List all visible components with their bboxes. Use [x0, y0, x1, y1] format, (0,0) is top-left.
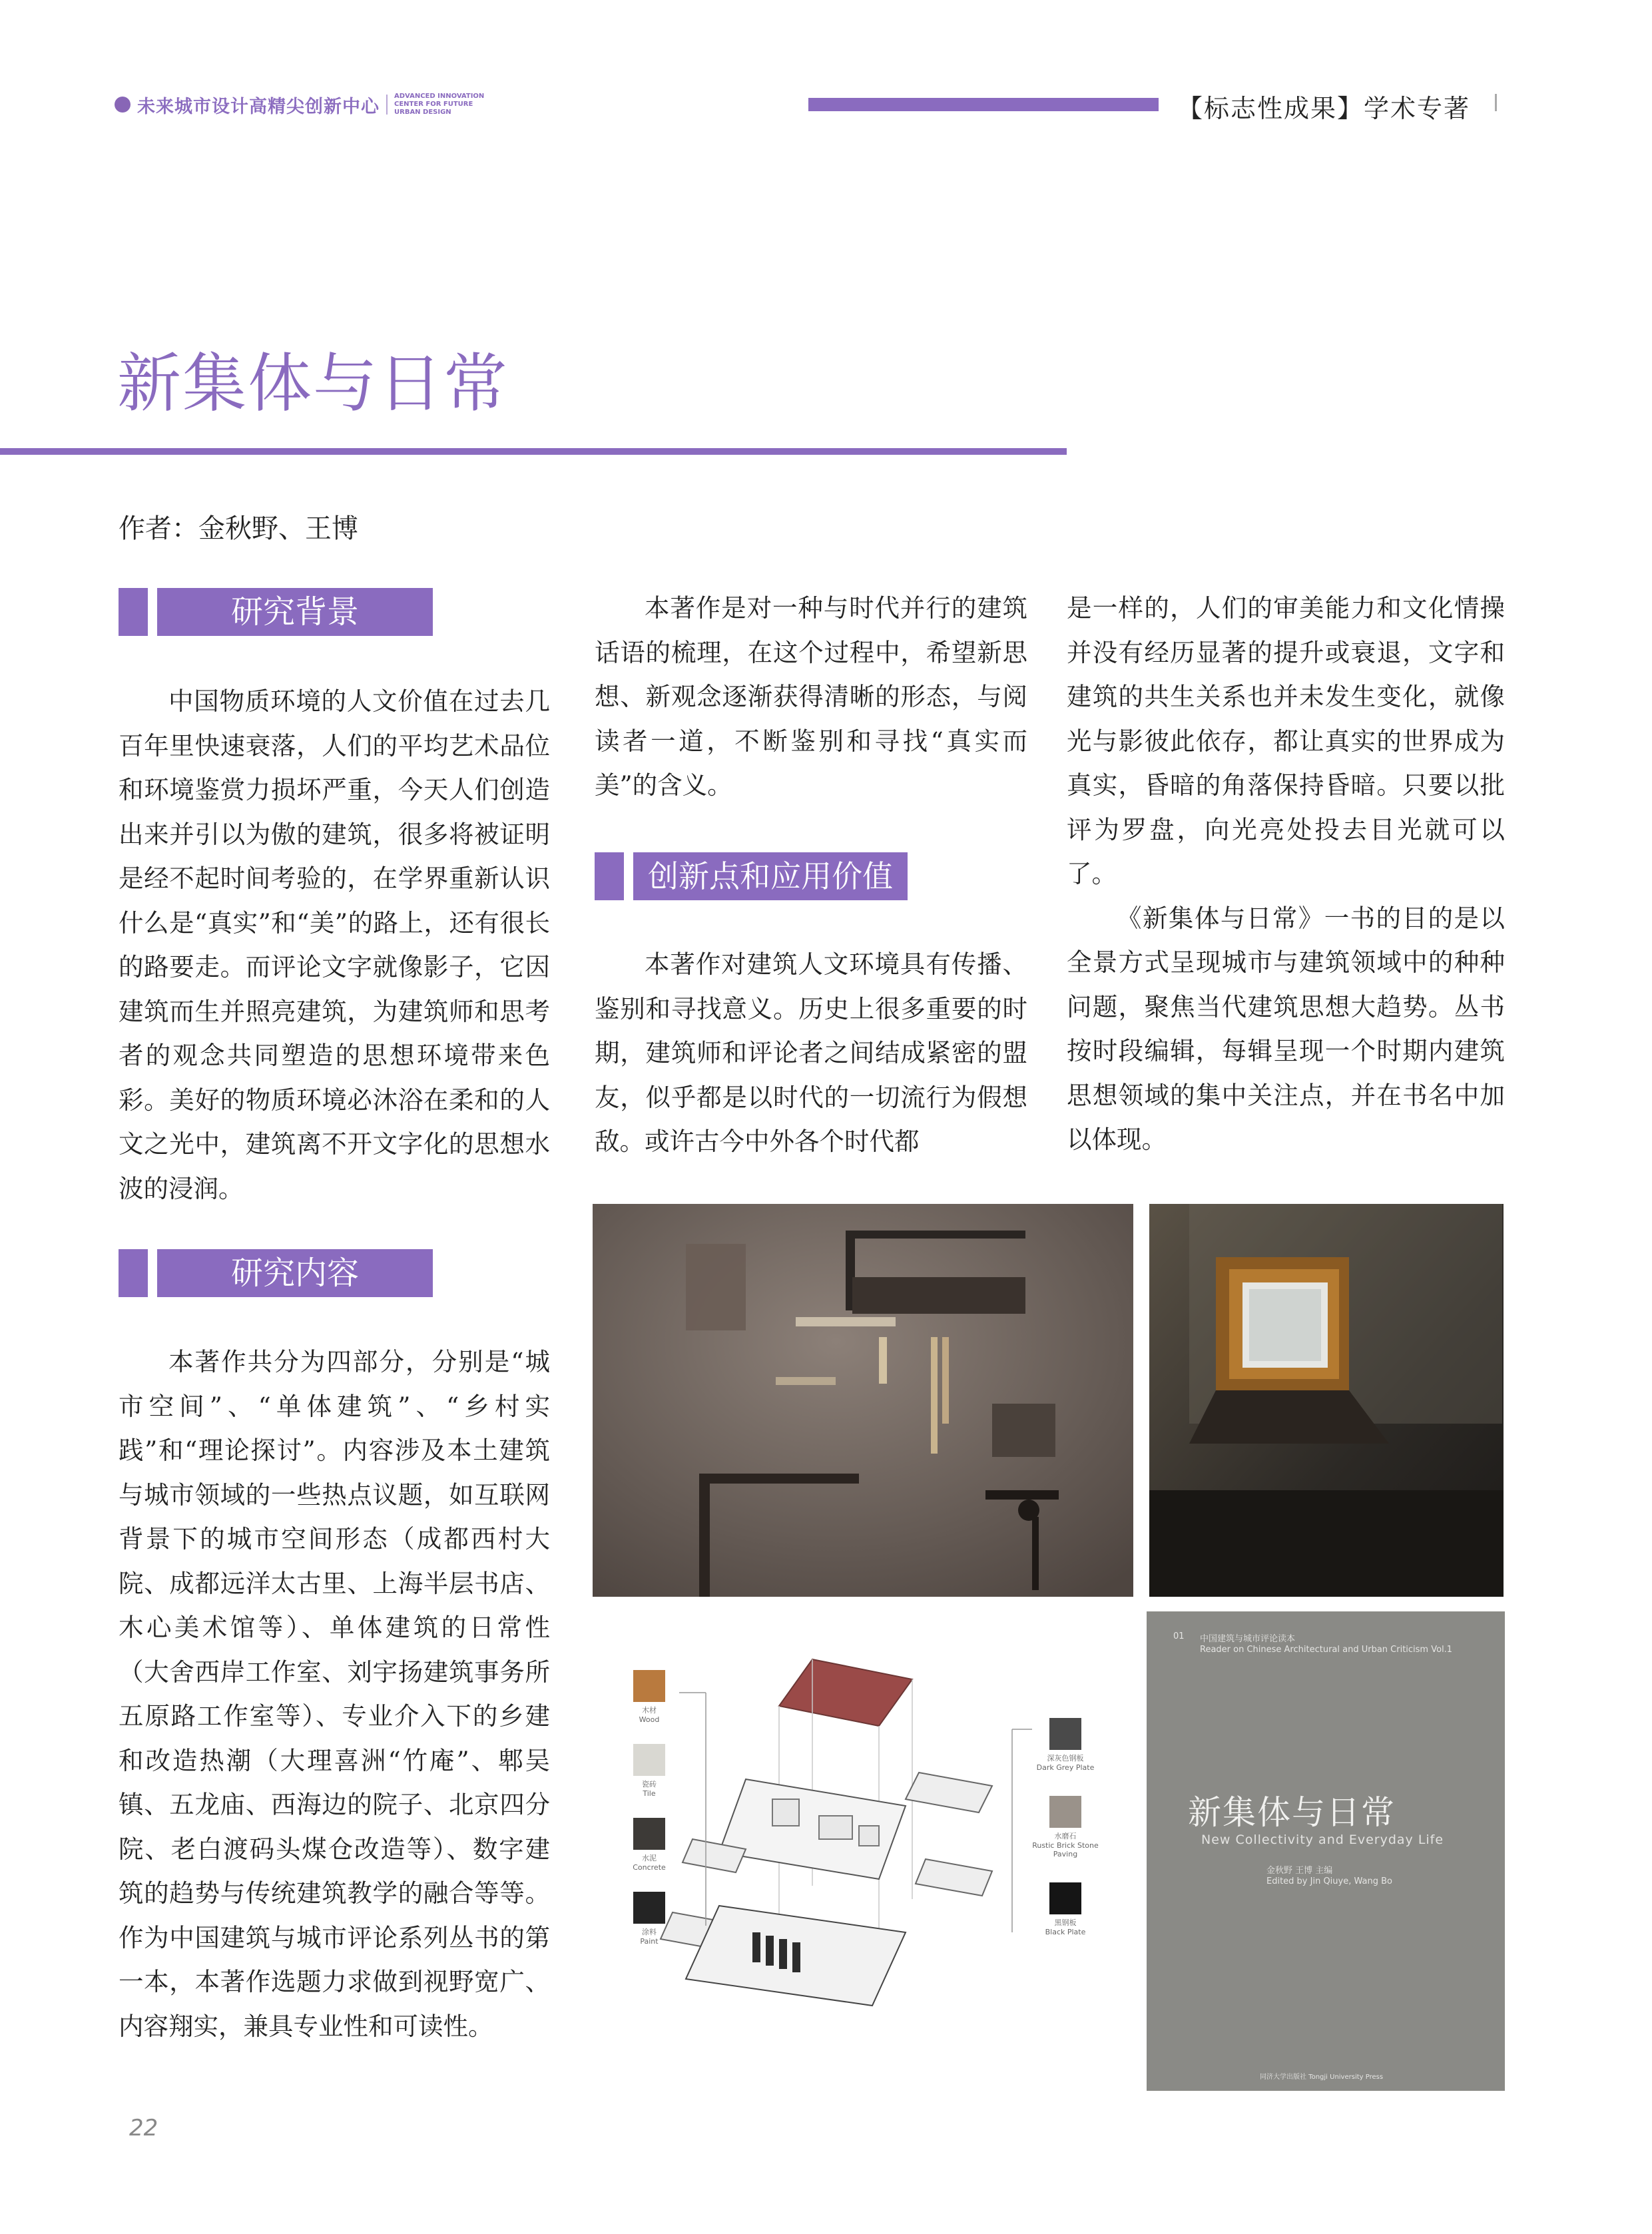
header-tick — [1495, 94, 1497, 111]
section-label: 研究背景 — [157, 588, 433, 636]
cover-subtitle: New Collectivity and Everyday Life — [1201, 1832, 1444, 1847]
material-en: Dark Grey Plate — [1036, 1763, 1095, 1772]
legend-item — [619, 1744, 679, 1798]
material-swatch — [633, 1670, 665, 1702]
legend-item — [619, 1818, 679, 1872]
cover-series-en: Reader on Chinese Architectural and Urban Criticism Vol.1 — [1200, 1645, 1453, 1655]
section-header-innovation — [595, 852, 908, 900]
purpose-paragraph: 《新集体与日常》一书的目的是以全景方式呈现城市与建筑领域中的种种问题，聚焦当代建筑思想大趋势。丛书按时段编辑，每辑呈现一个时期内建筑思想领域的集中关注点，并在书名中加以体现。 — [1067, 903, 1505, 1154]
material-cn: 深灰色钢板 — [1047, 1754, 1084, 1763]
background-paragraph: 中国物质环境的人文价值在过去几百年里快速衰落，人们的平均艺术品位和环境鉴赏力损坏严重，今天人们创造出来并引以为傲的建筑，很多将被证明是经不起时间考验的，在学界重新认识什么是“真实”和“美”的路上，还有很长的路要走。而评论文字就像影子，它因建筑而生并照亮建筑，为建筑师和思考者的观念共同塑造的思想环境带来色彩。美好的物质环境必沐浴在柔和的人文之光中，建筑离不开文字化的思想水波的浸润。 — [119, 687, 550, 1203]
material-swatch — [633, 1892, 665, 1924]
logo-text-en: ADVANCED INNOVATION CENTER FOR FUTURE URBAN DESIGN — [394, 93, 485, 116]
section-accent — [119, 588, 148, 636]
column-three — [1067, 586, 1505, 1162]
legend-item — [1032, 1796, 1099, 1858]
cover-editors-cn: 金秋野 王博 主编 — [1266, 1866, 1333, 1876]
cover-publisher: 同济大学出版社 Tongji University Press — [1260, 2074, 1384, 2081]
window-illustration — [1149, 1204, 1504, 1597]
continuation-paragraph: 是一样的，人们的审美能力和文化情操并没有经历显著的提升或衰退，文字和建筑的共生关系也并未发生变化，就像光与影彼此依存，都让真实的世界成为真实，昏暗的角落保持昏暗。只要以批评为罗盘，向光亮处投去目光就可以了。 — [1067, 593, 1505, 888]
content-paragraph: 本著作共分为四部分，分别是“城市空间”、“单体建筑”、“乡村实践”和“理论探讨”。内容涉及本土建筑与城市领域的一些热点议题，如互联网背景下的城市空间形态（成都西村大院、成都远洋太古里、上海半层书店、木心美术馆等）、单体建筑的日常性（大舍西岸工作室、刘宇扬建筑事务所五原路工作室等）、专业介入下的乡建和改造热潮（大理喜洲“竹庵”、郫吴镇、五龙庙、西海边的院子、北京四分院、老白渡码头煤仓改造等）、数字建筑的趋势与传统建筑教学的融合等等。作为中国建筑与城市评论系列丛书的第一本，本著作选题力求做到视野宽广、内容翔实，兼具专业性和可读性。 — [119, 1347, 550, 2041]
intro-paragraph: 本著作是对一种与时代并行的建筑话语的梳理，在这个过程中，希望新思想、新观念逐渐获得清晰的形态，与阅读者一道，不断鉴别和寻找“真实而美”的含义。 — [595, 593, 1027, 800]
axonometric-diagram — [619, 1646, 1099, 2023]
section-header-content — [119, 1249, 433, 1297]
title-rule — [0, 448, 1067, 455]
legend-item — [1032, 1718, 1099, 1772]
cover-series-no: 01 — [1173, 1631, 1185, 1641]
material-swatch — [633, 1818, 665, 1850]
legend-right — [1032, 1718, 1099, 1936]
section-accent — [119, 1249, 148, 1297]
cover-series-cn: 中国建筑与城市评论读本 — [1200, 1634, 1296, 1644]
logo-icon — [115, 97, 131, 113]
section-accent — [595, 852, 624, 900]
page-title: 新集体与日常 — [117, 346, 509, 421]
material-swatch — [633, 1744, 665, 1776]
material-en: Wood — [639, 1715, 660, 1724]
axonometric-drawing — [619, 1646, 1099, 2023]
author-line: 作者：金秋野、王博 — [119, 513, 358, 544]
legend-item — [619, 1670, 679, 1724]
header-accent-bar — [808, 98, 1159, 111]
logo-divider — [386, 95, 388, 115]
material-en: Black Plate — [1045, 1928, 1086, 1936]
material-cn: 水磨石 — [1054, 1832, 1077, 1840]
material-cn: 涂料 — [642, 1928, 657, 1936]
cover-editors-en: Edited by Jin Qiuye, Wang Bo — [1266, 1876, 1392, 1886]
material-swatch — [1049, 1718, 1081, 1750]
material-cn: 瓷砖 — [642, 1780, 657, 1789]
logo-text-cn: 未来城市设计高精尖创新中心 — [137, 96, 380, 117]
legend-item — [619, 1892, 679, 1946]
material-swatch — [1049, 1882, 1081, 1914]
page-number: 22 — [129, 2115, 158, 2141]
innovation-paragraph: 本著作对建筑人文环境具有传播、鉴别和寻找意义。历史上很多重要的时期，建筑师和评论者之间结成紧密的盟友，似乎都是以时代的一切流行为假想敌。或许古今中外各个时代都 — [595, 950, 1027, 1156]
legend-item — [1032, 1882, 1099, 1936]
photo-window — [1149, 1204, 1504, 1597]
section-header-background — [119, 588, 433, 636]
header-logo — [115, 93, 494, 116]
legend-left — [619, 1670, 679, 1946]
material-cn: 木材 — [642, 1706, 657, 1715]
material-swatch — [1049, 1796, 1081, 1828]
material-en: Paint — [640, 1937, 659, 1946]
material-en: Tile — [643, 1789, 656, 1798]
cover-title: 新集体与日常 — [1188, 1793, 1396, 1832]
material-cn: 水泥 — [642, 1854, 657, 1862]
material-en: Concrete — [633, 1863, 666, 1872]
section-label: 创新点和应用价值 — [633, 852, 908, 900]
section-label: 研究内容 — [157, 1249, 433, 1297]
photo-wall-objects — [593, 1204, 1133, 1597]
book-cover — [1147, 1611, 1505, 2091]
header-section-label: 【标志性成果】学术专著 — [1177, 94, 1471, 123]
material-en: Rustic Brick Stone Paving — [1032, 1841, 1099, 1858]
material-cn: 黑钢板 — [1054, 1918, 1077, 1927]
wall-objects-illustration — [593, 1204, 1133, 1597]
